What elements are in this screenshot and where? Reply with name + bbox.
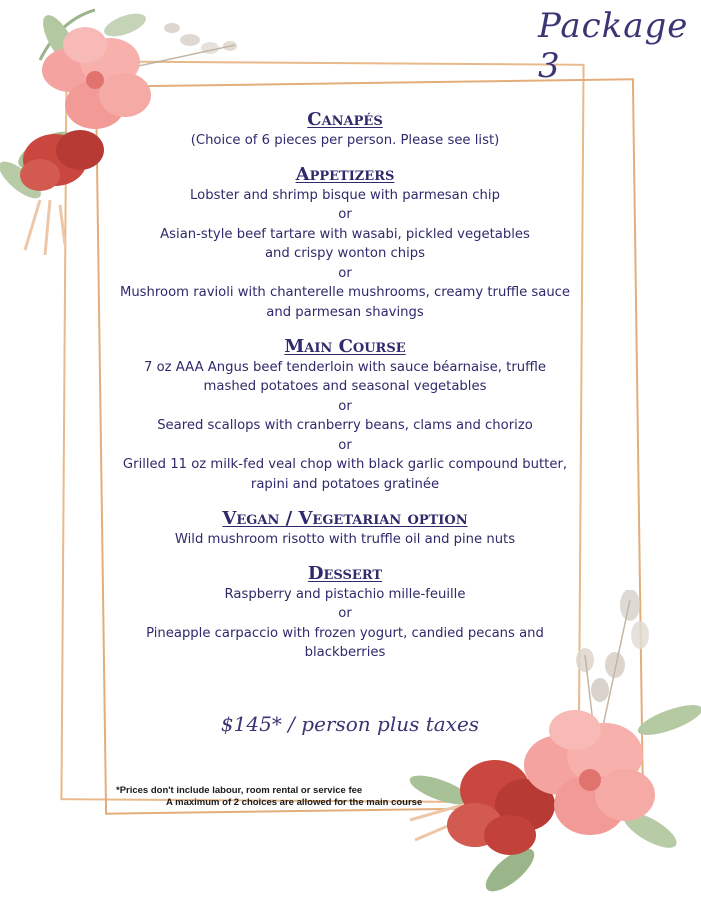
menu-line: 7 oz AAA Angus beef tenderloin with sauce béarnaise, truffle [144,359,546,375]
section-appetizers [110,165,580,322]
menu-line: Seared scallops with cranberry beans, clams and chorizo [157,418,533,433]
section-title: Main Course [284,336,406,357]
menu-line: Pineapple carpaccio with frozen yogurt, candied pecans and [146,625,544,641]
menu-line: or [338,437,352,453]
menu-line: or [338,606,352,621]
menu-line: (Choice of 6 pieces per person. Please see list) [190,132,500,148]
menu-line: Asian-style beef tartare with wasabi, pickled vegetables [160,226,530,242]
menu-line: and crispy wonton chips [264,246,426,261]
menu-line: or [338,398,352,414]
menu-line: mashed potatoes and seasonal vegetables [203,379,487,394]
section-dessert [110,564,580,663]
menu-line: Wild mushroom risotto with truffle oil and pine nuts [174,531,516,547]
price-text: $145* / person plus taxes [220,712,480,736]
section-title: Vegan / Vegetarian option [222,508,468,529]
footnotes [116,785,422,809]
menu-line: blackberries [304,645,386,660]
menu-line: Grilled 11 oz milk-fed veal chop with black garlic compound butter, [122,457,568,472]
menu-line: Lobster and shrimp bisque with parmesan chip [190,187,500,203]
section-title: Appetizers [295,164,395,185]
menu-line: or [338,207,352,222]
section-title: Canapés [307,109,383,130]
footnote-max-choices: A maximum of 2 choices are allowed for the main course [166,797,423,808]
menu-line: Raspberry and pistachio mille-feuille [224,586,466,602]
menu-line: rapini and potatoes gratinée [250,476,440,492]
section-canapes [110,110,580,150]
package-title: Package 3 [538,6,689,86]
section-vegan [110,509,580,549]
menu-line: or [338,265,352,281]
menu-line: and parmesan shavings [266,304,424,320]
footnote-prices: *Prices don't include labour, room rental or service fee [116,785,363,796]
section-main-course [110,337,580,494]
section-title: Dessert [307,563,383,584]
menu-content [110,110,580,678]
menu-line: Mushroom ravioli with chanterelle mushrooms, creamy truffle sauce [119,285,571,300]
